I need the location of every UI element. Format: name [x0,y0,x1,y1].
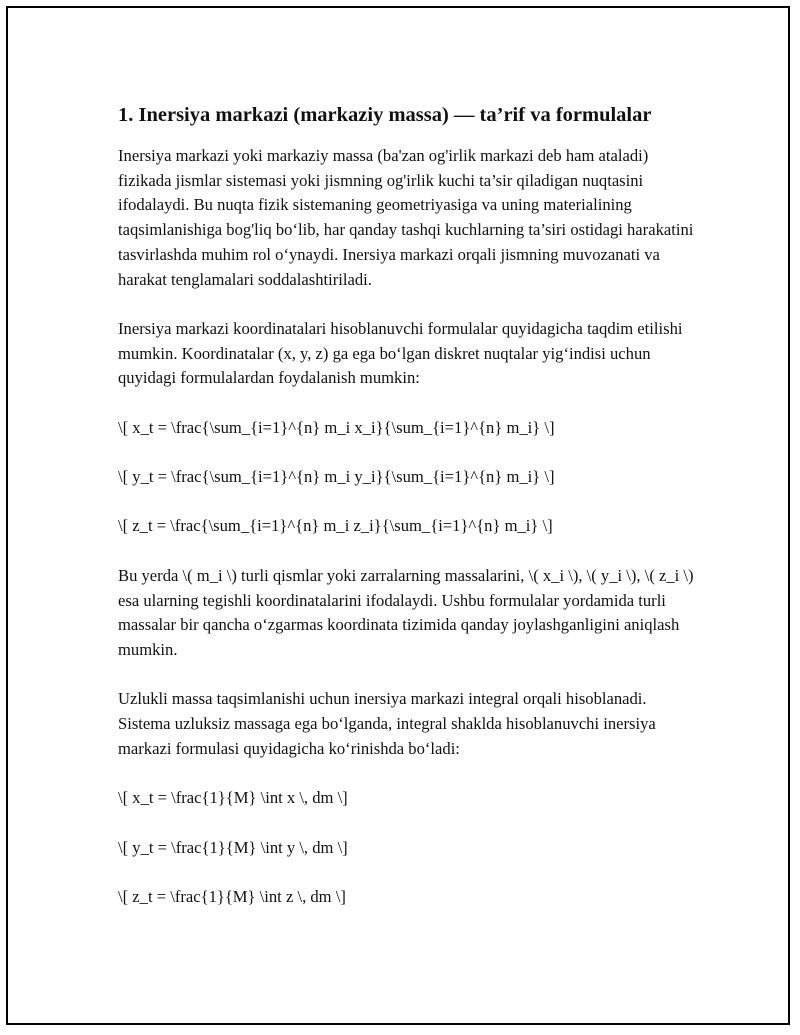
formula-yt-discrete: \[ y_t = \frac{\sum_{i=1}^{n} m_i y_i}{\sum_{i=1}^{n} m_i} \] [118,467,555,487]
paragraph-spacer [118,391,698,416]
paragraph-spacer [118,663,698,688]
coordinates-paragraph: Inersiya markazi koordinatalari hisoblanuvchi formulalar quyidagicha taqdim etilishi mumkin. Koordinatalar (x, y, z) ga ega bo‘lgan diskret nuqtalar yig‘indisi uchun quyidagi formulalardan foydalanish mumkin: [118,318,683,388]
document-page [6,6,790,1025]
paragraph-spacer [118,860,698,885]
paragraph-spacer [118,490,698,515]
variables-paragraph: Bu yerda \( m_i \) turli qismlar yoki zarralarning massalarini, \( x_i \), \( y_i \), \( z_i \) esa ularning tegishli koordinatalarini ifodalaydi. Ushbu formulalar yordamida turli massalar bir qancha o‘zgarmas koordinata tizimida qanday joylashganligini aniqlash mumkin. [118,565,694,659]
paragraph-spacer [118,440,698,465]
intro-paragraph: Inersiya markazi yoki markaziy massa (ba'zan og'irlik markazi deb ham ataladi) fizikada jismlar sistemasi yoki jismning og'irlik kuchi ta’sir qiladigan nuqtasini ifodalaydi. Bu nuqta fizik sistemaning geometriyasiga va uning materialining taqsimlanishiga bog'liq bo‘lib, har qanday tashqi kuchlarning ta’siri ostidagi harakatini tasvirlashda muhim rol o‘ynaydi. Inersiya markazi orqali jismning muvozanati va harakat tenglamalari soddalashtiriladi. [118,146,694,289]
formula-zt-discrete: \[ z_t = \frac{\sum_{i=1}^{n} m_i z_i}{\sum_{i=1}^{n} m_i} \] [118,516,553,536]
document-body [118,102,698,910]
formula-zt-integral: \[ z_t = \frac{1}{M} \int z \, dm \] [118,886,346,906]
paragraph-spacer [118,539,698,564]
section-heading: 1. Inersiya markazi (markaziy massa) — ta’rif va formulalar [118,104,652,126]
paragraph-spacer [118,292,698,317]
paragraph-spacer [118,811,698,836]
formula-xt-integral: \[ x_t = \frac{1}{M} \int x \, dm \] [118,788,348,808]
continuous-paragraph: Uzlukli massa taqsimlanishi uchun inersiya markazi integral orqali hisoblanadi. Sistema uzluksiz massaga ega bo‘lganda, integral shaklda hisoblanuvchi inersiya markazi formulasi quyidagicha ko‘rinishda bo‘ladi: [118,689,656,758]
formula-yt-integral: \[ y_t = \frac{1}{M} \int y \, dm \] [118,837,348,857]
formula-xt-discrete: \[ x_t = \frac{\sum_{i=1}^{n} m_i x_i}{\sum_{i=1}^{n} m_i} \] [118,417,555,437]
paragraph-spacer [118,761,698,786]
